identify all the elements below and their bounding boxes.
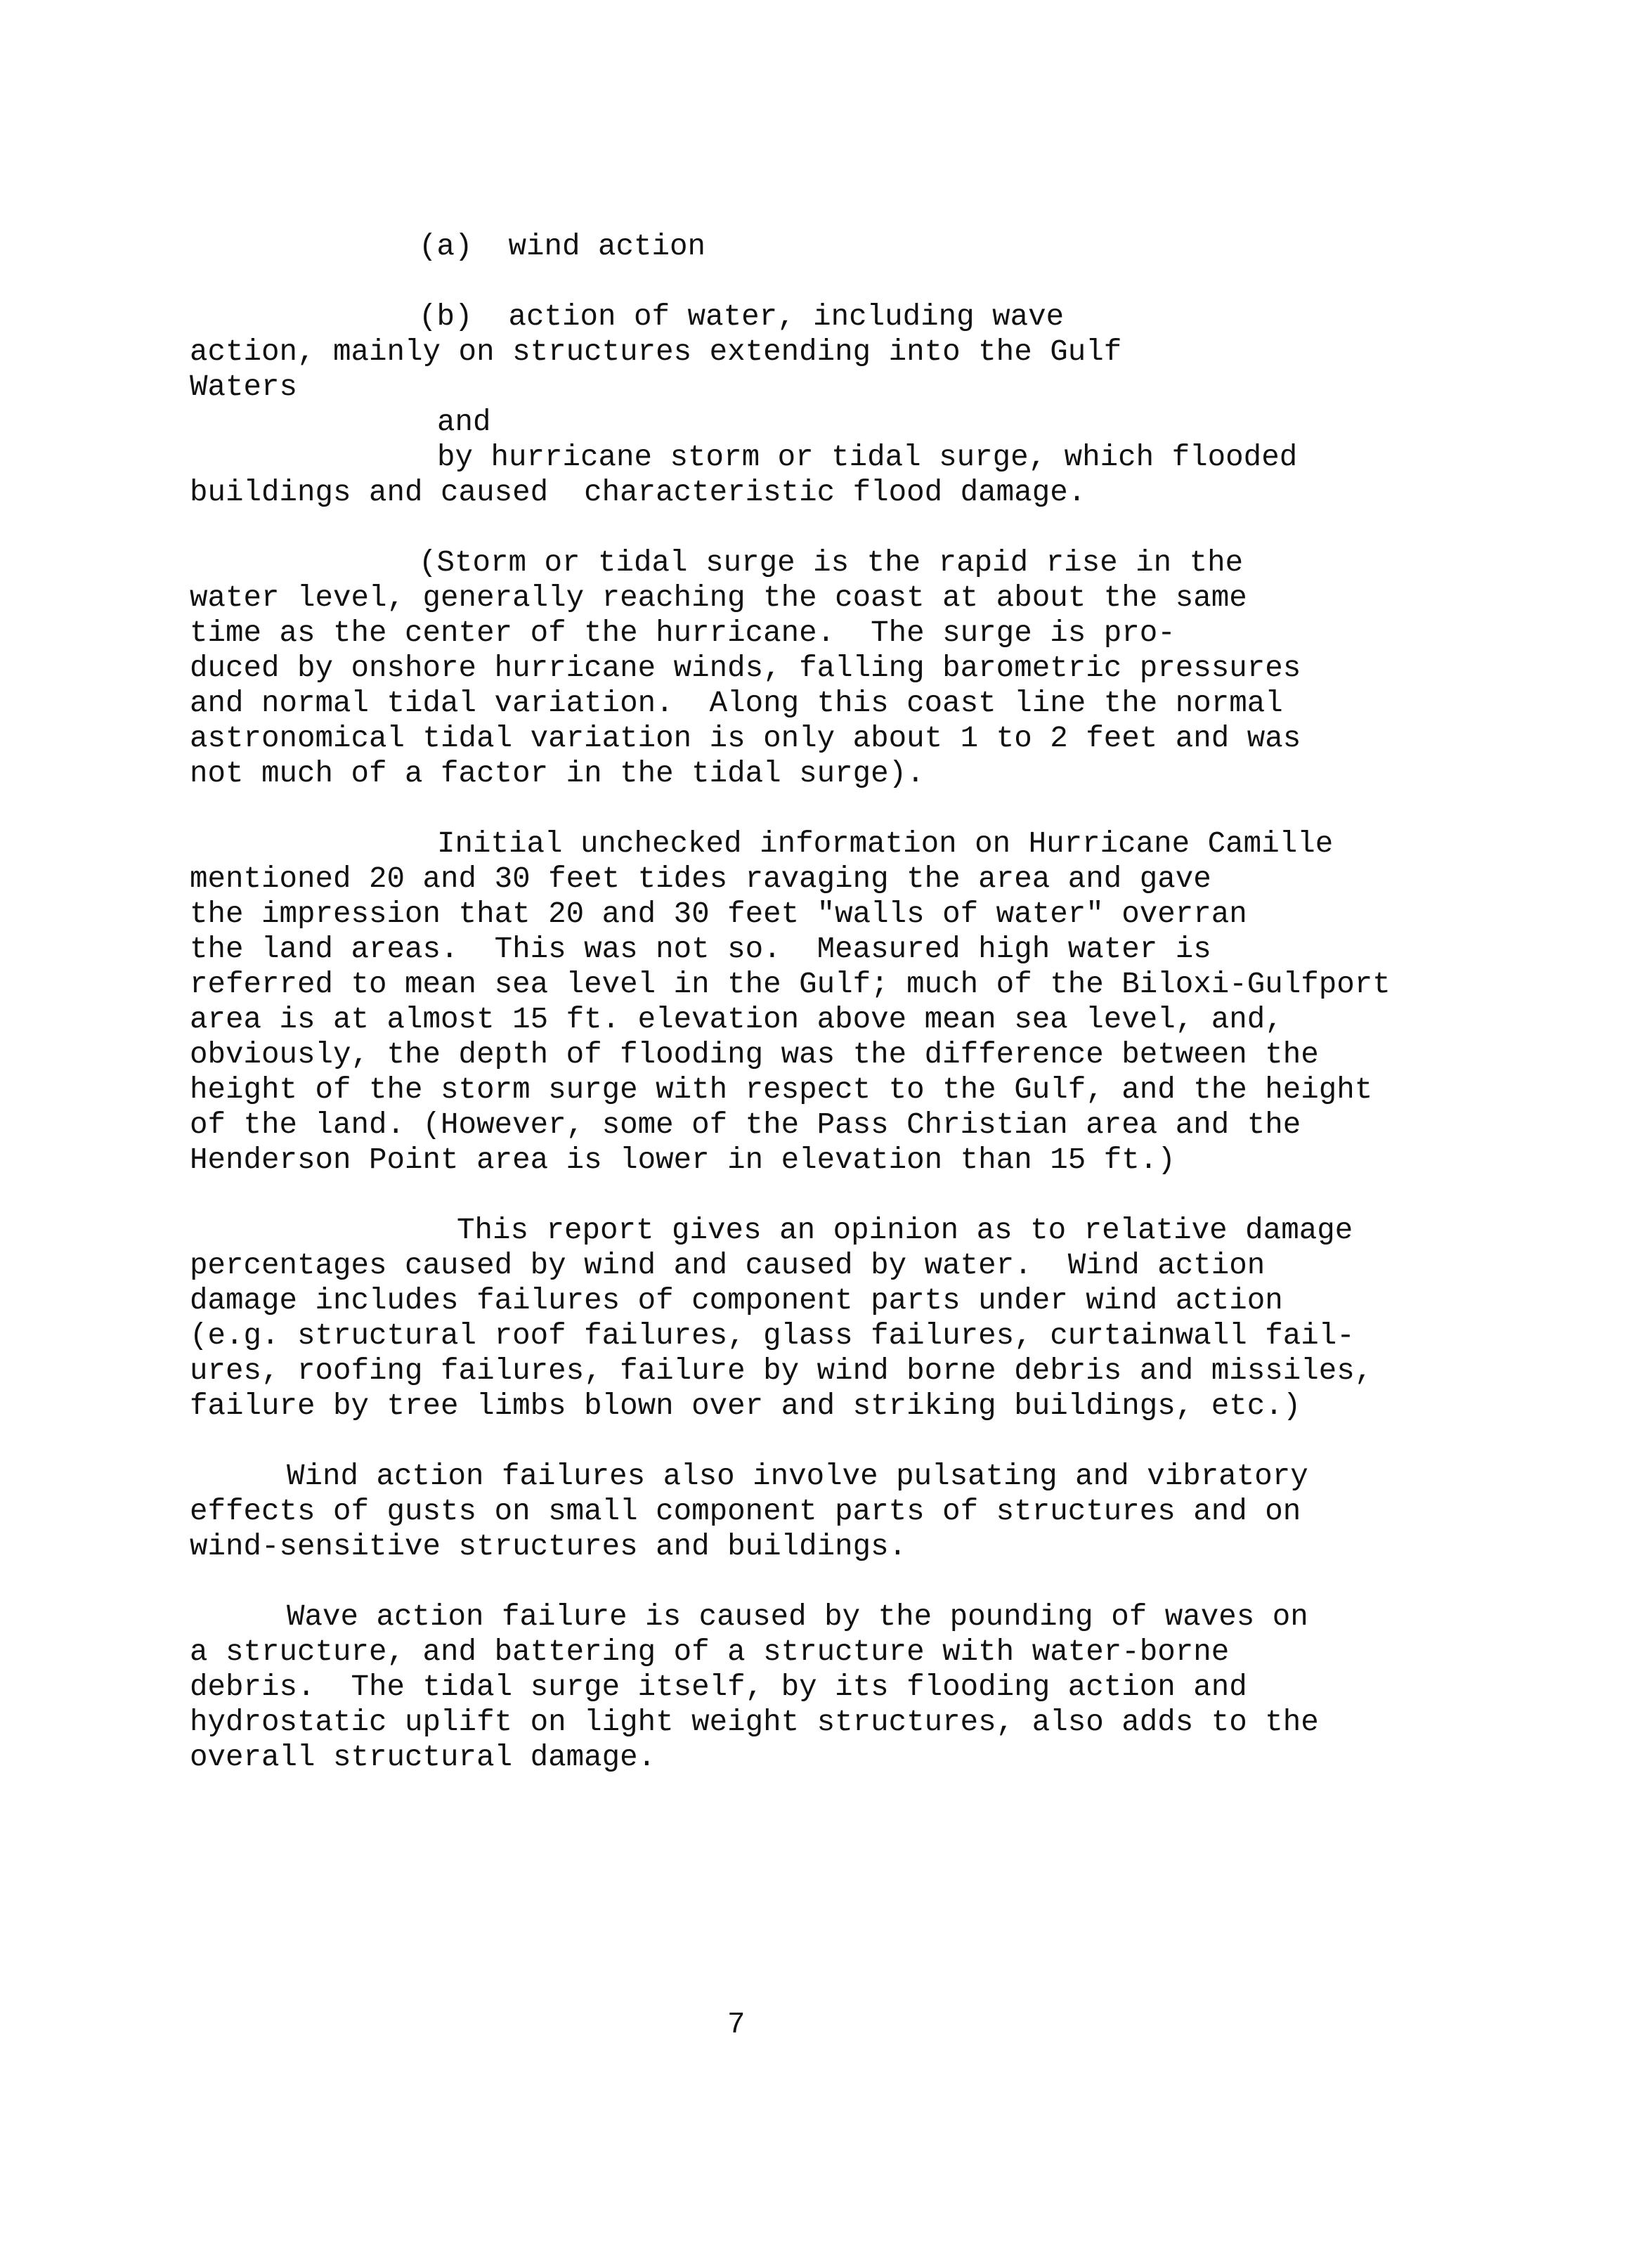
para-report-line-2: percentages caused by wind and caused by water. Wind action bbox=[190, 1249, 1266, 1282]
para-camille-line-5: referred to mean sea level in the Gulf; much of the Biloxi-Gulfport bbox=[190, 968, 1391, 1001]
item-b-line-6: buildings and caused characteristic flood damage. bbox=[190, 476, 1086, 509]
para-surge-line-6: astronomical tidal variation is only about 1 to 2 feet and was bbox=[190, 722, 1301, 755]
item-b-line-5: by hurricane storm or tidal surge, which flooded bbox=[437, 441, 1298, 474]
para-wind-line-1: Wind action failures also involve pulsating and vibratory bbox=[287, 1460, 1308, 1493]
para-report-line-6: failure by tree limbs blown over and striking buildings, etc.) bbox=[190, 1389, 1301, 1423]
para-wind-line-2: effects of gusts on small component parts of structures and on bbox=[190, 1495, 1301, 1528]
para-report-line-1: This report gives an opinion as to relative damage bbox=[457, 1214, 1353, 1247]
para-surge-line-7: not much of a factor in the tidal surge). bbox=[190, 757, 925, 791]
item-b-line-2: action, mainly on structures extending into the Gulf bbox=[190, 335, 1122, 369]
item-b-line-1: (b) action of water, including wave bbox=[419, 300, 1065, 334]
para-camille-line-8: height of the storm surge with respect to the Gulf, and the height bbox=[190, 1073, 1373, 1107]
para-camille-line-10: Henderson Point area is lower in elevation than 15 ft.) bbox=[190, 1143, 1176, 1177]
para-wave-line-4: hydrostatic uplift on light weight structures, also adds to the bbox=[190, 1706, 1319, 1739]
para-wave-line-3: debris. The tidal surge itself, by its flooding action and bbox=[190, 1670, 1247, 1704]
para-camille-line-2: mentioned 20 and 30 feet tides ravaging the area and gave bbox=[190, 862, 1211, 896]
para-report-line-3: damage includes failures of component parts under wind action bbox=[190, 1284, 1283, 1318]
page-number: 7 bbox=[727, 2008, 746, 2041]
para-wind-line-3: wind-sensitive structures and buildings. bbox=[190, 1530, 907, 1564]
para-camille-line-1: Initial unchecked information on Hurricane Camille bbox=[437, 827, 1334, 861]
item-b-line-4: and bbox=[437, 405, 491, 439]
para-wave-line-2: a structure, and battering of a structure with water-borne bbox=[190, 1635, 1230, 1669]
para-surge-line-4: duced by onshore hurricane winds, falling barometric pressures bbox=[190, 651, 1301, 685]
para-surge-line-5: and normal tidal variation. Along this coast line the normal bbox=[190, 687, 1283, 720]
para-camille-line-6: area is at almost 15 ft. elevation above mean sea level, and, bbox=[190, 1003, 1283, 1037]
para-wave-line-1: Wave action failure is caused by the pounding of waves on bbox=[287, 1600, 1308, 1634]
para-camille-line-7: obviously, the depth of flooding was the difference between the bbox=[190, 1038, 1319, 1072]
para-camille-line-4: the land areas. This was not so. Measured high water is bbox=[190, 933, 1211, 966]
para-surge-line-1: (Storm or tidal surge is the rapid rise in the bbox=[419, 546, 1244, 580]
para-surge-line-2: water level, generally reaching the coast at about the same bbox=[190, 581, 1247, 615]
para-camille-line-3: the impression that 20 and 30 feet "walls of water" overran bbox=[190, 897, 1247, 931]
para-report-line-4: (e.g. structural roof failures, glass failures, curtainwall fail- bbox=[190, 1319, 1355, 1353]
item-b-line-3: Waters bbox=[190, 370, 298, 404]
para-camille-line-9: of the land. (However, some of the Pass Christian area and the bbox=[190, 1108, 1301, 1142]
para-surge-line-3: time as the center of the hurricane. The surge is pro- bbox=[190, 616, 1176, 650]
para-report-line-5: ures, roofing failures, failure by wind borne debris and missiles, bbox=[190, 1354, 1373, 1388]
item-a-wind-action: (a) wind action bbox=[419, 230, 706, 264]
para-wave-line-5: overall structural damage. bbox=[190, 1741, 656, 1774]
